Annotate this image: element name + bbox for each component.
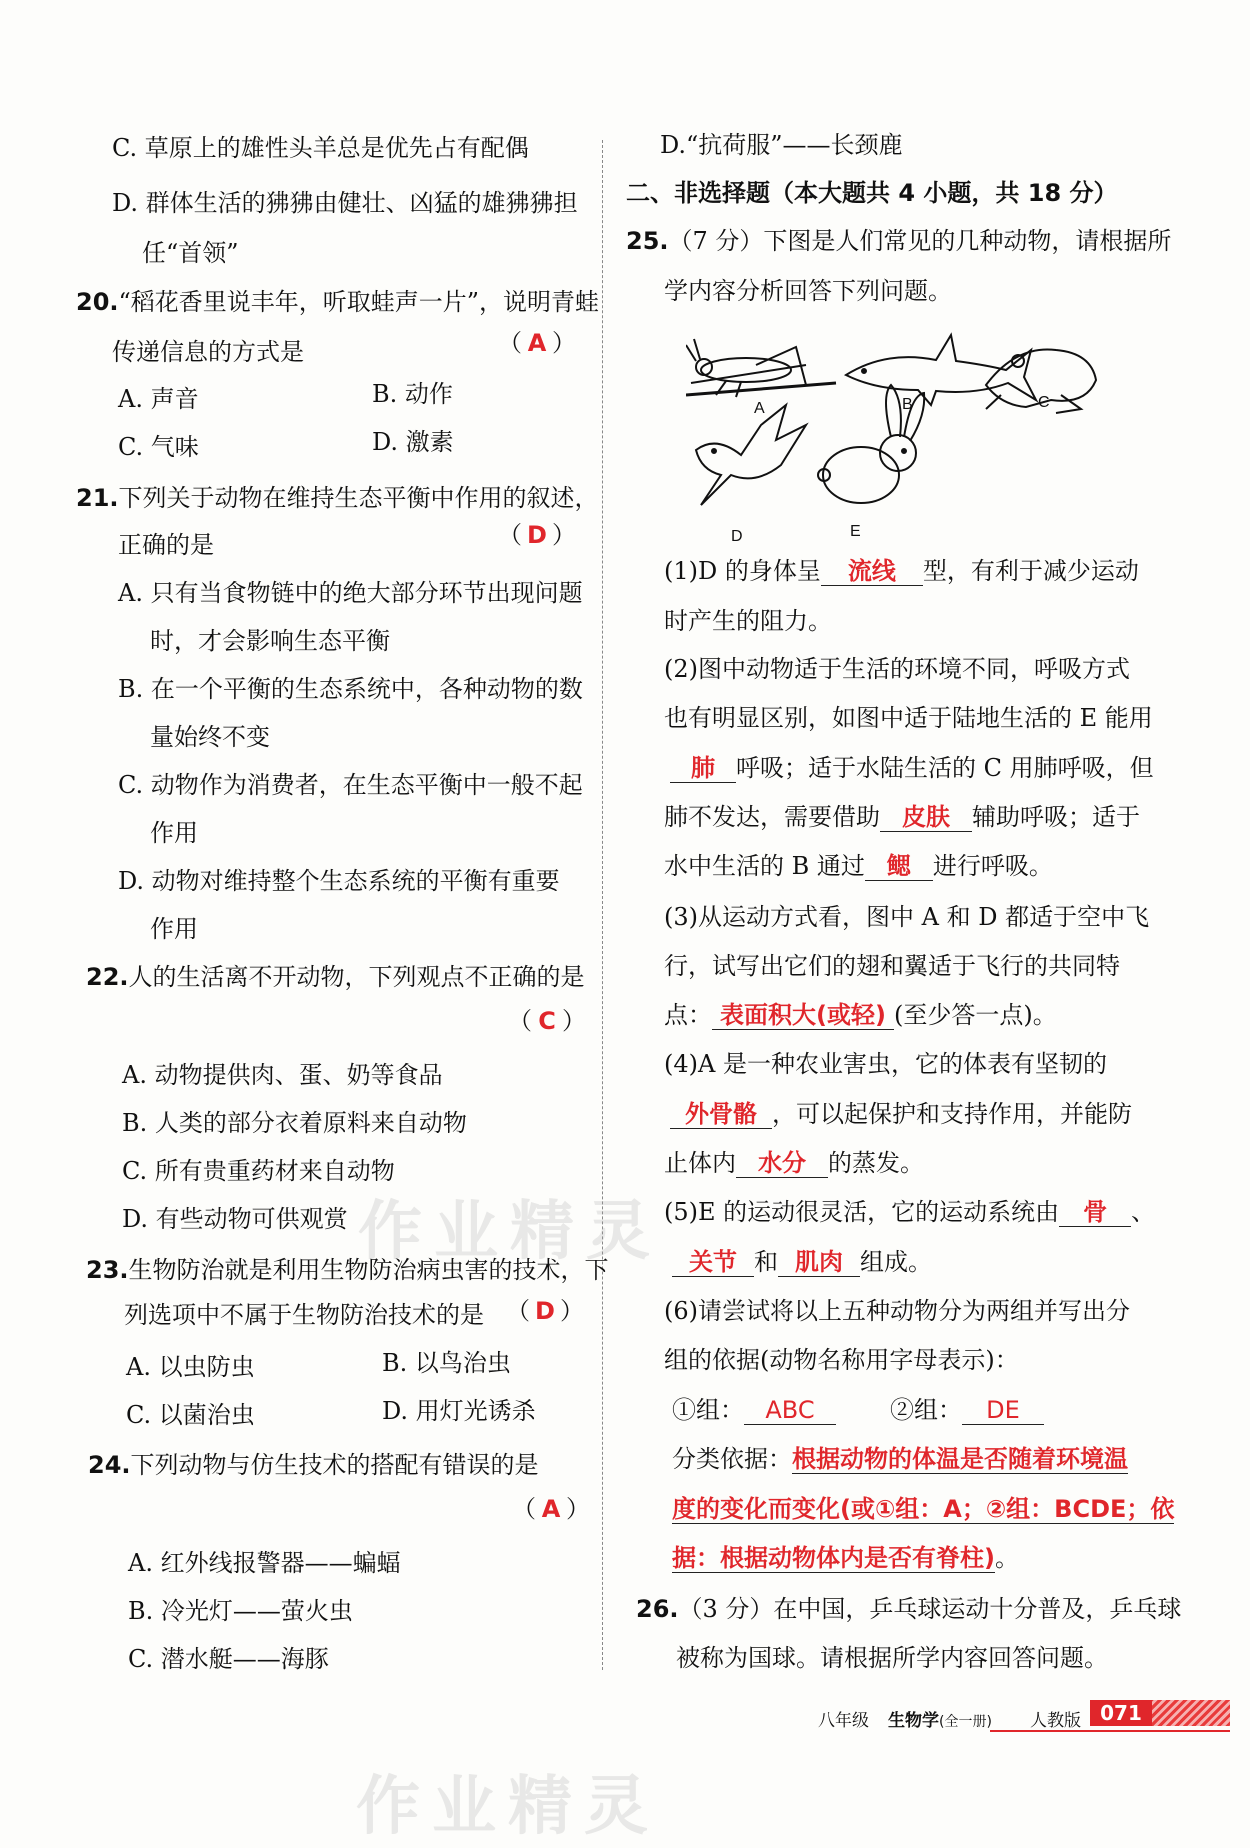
q25-part2-b: 也有明显区别，如图中适于陆地生活的 E 能用 — [664, 704, 1153, 732]
q25-part3-c: 点： 表面积大(或轻) (至少答一点)。 — [664, 1001, 1057, 1029]
q25-part5-b: 关节 和 肌肉 组成。 — [672, 1247, 932, 1277]
q22-answer: （ C ） — [508, 1007, 586, 1035]
q20-option-b: B. 动作 — [372, 380, 453, 408]
q24-option-c: C. 潜水艇——海豚 — [128, 1645, 329, 1673]
q25-part6-b: 组的依据(动物名称用字母表示)： — [664, 1346, 1019, 1374]
footer-grade: 八年级 — [818, 1711, 869, 1731]
q21-option-c: C. 动物作为消费者，在生态平衡中一般不起 — [118, 771, 583, 799]
q22-stem: 22.人的生活离不开动物，下列观点不正确的是 — [86, 963, 585, 991]
q21-answer: （ D ） — [498, 521, 576, 549]
q21-option-a: A. 只有当食物链中的绝大部分环节出现问题 — [118, 579, 583, 607]
label-e: E — [850, 523, 861, 540]
label-a: A — [754, 400, 765, 417]
q21-stem: 21.下列关于动物在维持生态平衡中作用的叙述， — [76, 484, 599, 512]
q23-option-d: D. 用灯光诱杀 — [382, 1397, 536, 1425]
footer-rule — [990, 1730, 1230, 1732]
q25-part3: (3)从运动方式看，图中 A 和 D 都适于空中飞 — [664, 903, 1150, 931]
q25-basis-3: 据：根据动物体内是否有脊柱)。 — [672, 1544, 1019, 1572]
q21-option-a-cont: 时，才会影响生态平衡 — [150, 627, 390, 655]
label-d: D — [731, 528, 743, 545]
q25-basis: 分类依据：根据动物的体温是否随着环境温 — [672, 1445, 1128, 1473]
q25-basis-2: 度的变化而变化(或①组：A；②组：BCDE；依 — [672, 1495, 1175, 1523]
grasshopper-icon — [686, 339, 836, 397]
q23-option-b: B. 以鸟治虫 — [382, 1349, 511, 1377]
q25-part4-b: 外骨骼 ，可以起保护和支持作用，并能防 — [670, 1099, 1132, 1129]
q25-groups: ①组： ABC ②组： DE — [672, 1395, 1044, 1425]
q26-stem: 26.（3 分）在中国，乒乓球运动十分普及，乒乓球 — [636, 1595, 1182, 1623]
q22-option-a: A. 动物提供肉、蛋、奶等食品 — [122, 1061, 443, 1089]
q23-stem: 23.生物防治就是利用生物防治病虫害的技术，下 — [86, 1256, 609, 1284]
q21-option-d: D. 动物对维持整个生态系统的平衡有重要 — [118, 867, 560, 895]
q21-option-d-cont: 作用 — [150, 915, 198, 943]
q21-option-b-cont: 量始终不变 — [150, 723, 270, 751]
footer-edition: 人教版 — [1030, 1711, 1081, 1731]
q20-option-a: A. 声音 — [118, 385, 199, 413]
q20-stem-cont: 传递信息的方式是 — [112, 338, 304, 366]
q24-option-b: B. 冷光灯——萤火虫 — [128, 1597, 353, 1625]
q25-part2: (2)图中动物适于生活的环境不同，呼吸方式 — [664, 655, 1130, 683]
q25-part4: (4)A 是一种农业害虫，它的体表有坚韧的 — [664, 1050, 1107, 1078]
q25-part3-b: 行，试写出它们的翅和翼适于飞行的共同特 — [664, 952, 1120, 980]
q21-option-b: B. 在一个平衡的生态系统中，各种动物的数 — [118, 675, 583, 703]
label-b: B — [902, 396, 913, 413]
eagle-icon — [696, 405, 806, 505]
q25-part5: (5)E 的运动很灵活，它的运动系统由 骨 、 — [664, 1198, 1156, 1226]
q22-option-b: B. 人类的部分衣着原料来自动物 — [122, 1109, 467, 1137]
q19-option-c: C. 草原上的雄性头羊总是优先占有配偶 — [112, 134, 529, 162]
q24-option-a: A. 红外线报警器——蝙蝠 — [128, 1549, 401, 1577]
q24-answer: （ A ） — [512, 1495, 590, 1523]
q25-part2-d: 肺不发达，需要借助 皮肤 辅助呼吸；适于 — [664, 803, 1140, 831]
section-heading: 二、非选择题（本大题共 4 小题，共 18 分） — [626, 179, 1118, 207]
q21-option-c-cont: 作用 — [150, 819, 198, 847]
q24-option-d: D.“抗荷服”——长颈鹿 — [660, 131, 903, 159]
page-number: 071 — [1090, 1700, 1152, 1726]
q21-stem-cont: 正确的是 — [118, 531, 214, 559]
q26-stem-cont: 被称为国球。请根据所学内容回答问题。 — [676, 1644, 1108, 1672]
q19-option-d-cont: 任“首领” — [142, 239, 239, 267]
q20-answer: （ A ） — [498, 329, 576, 357]
shark-icon — [846, 335, 1036, 405]
q20-option-c: C. 气味 — [118, 433, 199, 461]
q25-part2-f: 水中生活的 B 通过 鳃 进行呼吸。 — [664, 852, 1053, 880]
q20-option-d: D. 激素 — [372, 428, 454, 456]
q23-option-a: A. 以虫防虫 — [126, 1353, 255, 1381]
watermark-bottom: 作业精灵 — [356, 1769, 660, 1844]
q24-stem: 24.下列动物与仿生技术的搭配有错误的是 — [88, 1451, 539, 1479]
watermark: 作业精灵 — [358, 1194, 662, 1269]
animal-figure — [686, 325, 1106, 535]
q25-part6: (6)请尝试将以上五种动物分为两组并写出分 — [664, 1297, 1130, 1325]
q23-answer: （ D ） — [506, 1297, 584, 1325]
q22-option-d: D. 有些动物可供观赏 — [122, 1205, 348, 1233]
column-divider — [602, 140, 603, 1670]
q25-stem-cont: 学内容分析回答下列问题。 — [664, 277, 952, 305]
q25-part4-c: 止体内 水分 的蒸发。 — [664, 1149, 924, 1177]
q25-part1-cont: 时产生的阻力。 — [664, 607, 832, 635]
q23-stem-cont: 列选项中不属于生物防治技术的是 — [124, 1301, 484, 1329]
q20-stem: 20.“稻花香里说丰年，听取蛙声一片”，说明青蛙 — [76, 288, 600, 316]
q23-option-c: C. 以菌治虫 — [126, 1401, 255, 1429]
q19-option-d: D. 群体生活的狒狒由健壮、凶猛的雄狒狒担 — [112, 189, 578, 217]
q22-option-c: C. 所有贵重药材来自动物 — [122, 1157, 395, 1185]
label-c: C — [1038, 394, 1050, 411]
q25-part2-c: 肺 呼吸；适于水陆生活的 C 用肺呼吸，但 — [670, 753, 1154, 783]
q25-part1: (1)D 的身体呈 流线 型，有利于减少运动 — [664, 557, 1139, 585]
q25-stem: 25.（7 分）下图是人们常见的几种动物，请根据所 — [626, 227, 1172, 255]
footer-subject: 生物学(全一册) — [888, 1711, 992, 1731]
